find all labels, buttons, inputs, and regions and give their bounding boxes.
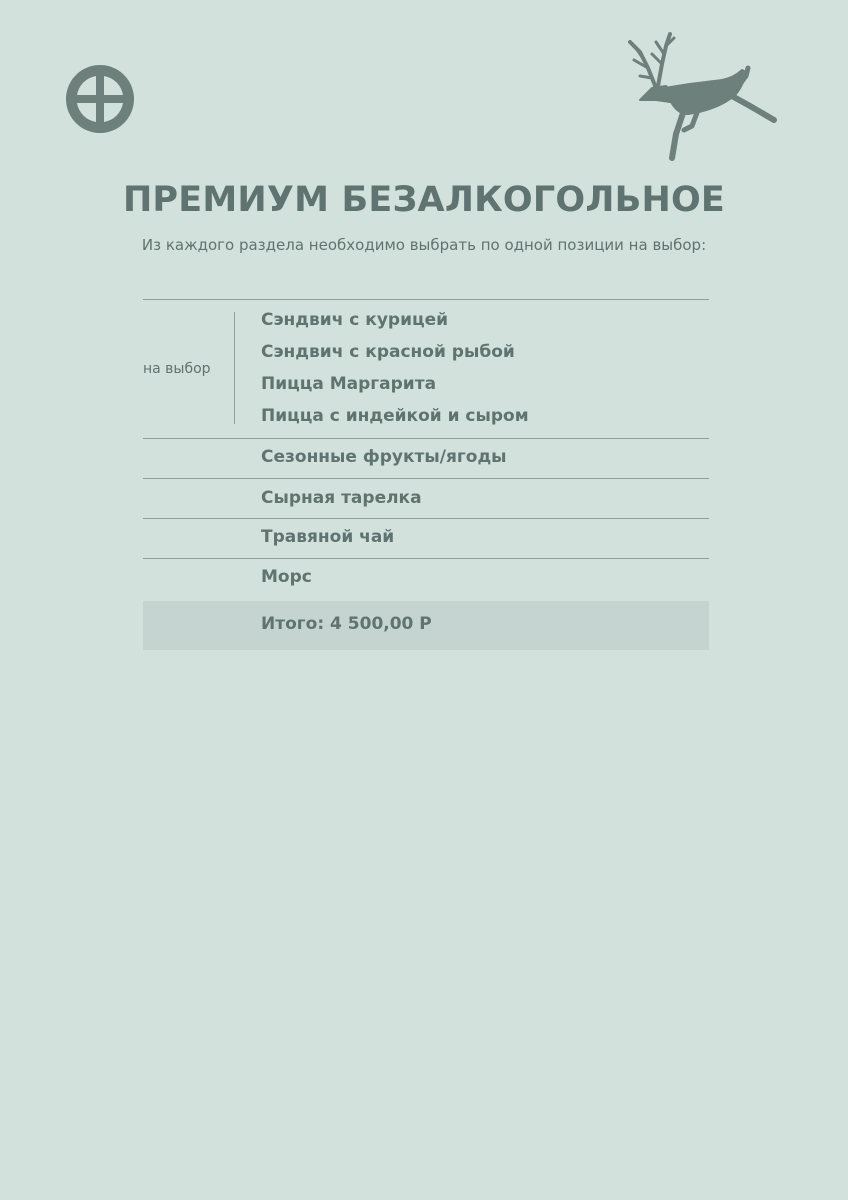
choice-group <box>143 300 709 438</box>
menu-item: Сэндвич с курицей <box>261 310 449 330</box>
menu-row <box>143 559 709 600</box>
menu-item: Морс <box>261 567 312 587</box>
group-divider <box>234 312 235 424</box>
menu-row <box>143 439 709 478</box>
menu-row <box>143 479 709 518</box>
menu-item: Пицца с индейкой и сыром <box>261 406 529 426</box>
menu-item: Сэндвич с красной рыбой <box>261 342 515 362</box>
menu-row <box>143 519 709 558</box>
page-title: ПРЕМИУМ БЕЗАЛКОГОЛЬНОЕ <box>122 180 726 220</box>
menu-table <box>143 299 709 650</box>
menu-item: Пицца Маргарита <box>261 374 437 394</box>
deer-icon <box>622 30 782 162</box>
page-subtitle: Из каждого раздела необходимо выбрать по одной позиции на выбор: <box>141 236 707 254</box>
menu-item: Травяной чай <box>261 527 395 547</box>
total-price: Итого: 4 500,00 Р <box>261 614 432 634</box>
choice-group-label: на выбор <box>143 361 211 377</box>
total-band <box>143 601 709 650</box>
sun-cross-icon <box>65 64 135 134</box>
menu-item: Сырная тарелка <box>261 488 422 508</box>
menu-item: Сезонные фрукты/ягоды <box>261 447 507 467</box>
